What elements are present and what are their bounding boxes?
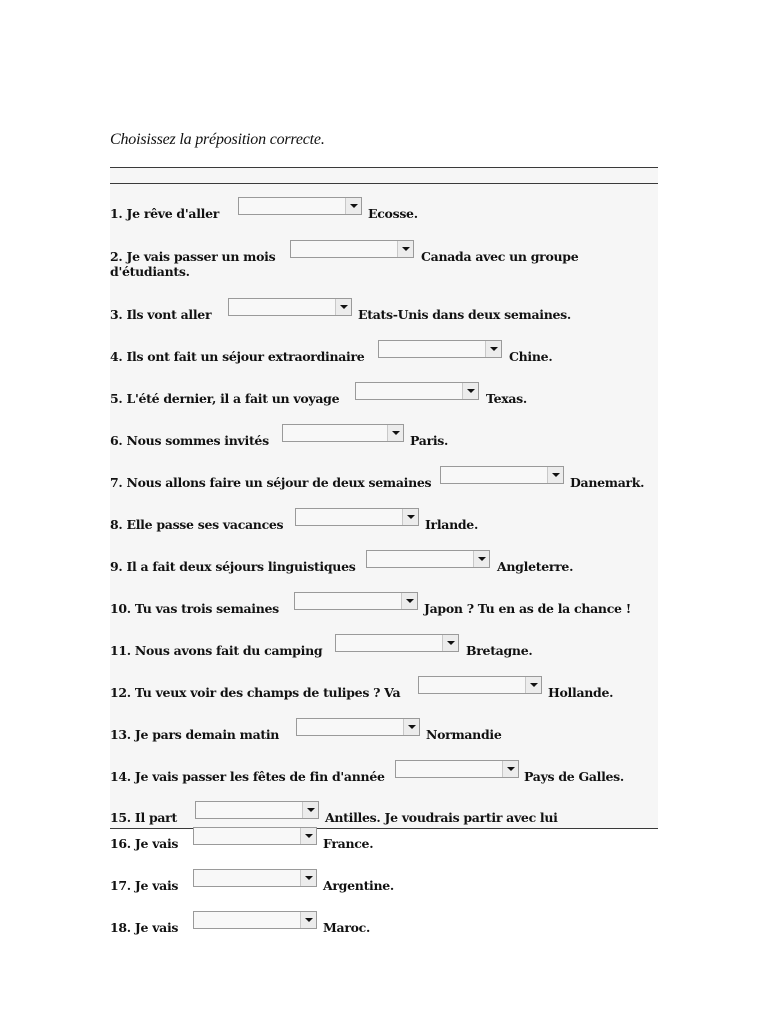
preposition-select[interactable]	[193, 869, 317, 887]
question-continuation: Maroc.	[323, 920, 371, 935]
question-label: 8. Elle passe ses vacances	[110, 517, 284, 532]
question-label: 16. Je vais	[110, 836, 179, 851]
question-continuation: Normandie	[426, 727, 502, 742]
question-label: 4. Ils ont fait un séjour extraordinaire	[110, 349, 365, 364]
preposition-select[interactable]	[195, 801, 319, 819]
preposition-select[interactable]	[294, 592, 418, 610]
question-label: 7. Nous allons faire un séjour de deux semaines	[110, 475, 432, 490]
question-continuation: Ecosse.	[368, 206, 418, 221]
preposition-select[interactable]	[296, 718, 420, 736]
question-continuation: Canada avec un groupe	[421, 249, 579, 264]
chevron-down-icon[interactable]	[302, 802, 318, 818]
chevron-down-icon[interactable]	[402, 509, 418, 525]
preposition-select[interactable]	[366, 550, 490, 568]
question-label: 6. Nous sommes invités	[110, 433, 269, 448]
chevron-down-icon[interactable]	[442, 635, 458, 651]
preposition-select[interactable]	[295, 508, 419, 526]
chevron-down-icon[interactable]	[345, 198, 361, 214]
question-continuation: Angleterre.	[497, 559, 574, 574]
chevron-down-icon[interactable]	[300, 870, 316, 886]
question-label: 17. Je vais	[110, 878, 179, 893]
preposition-select[interactable]	[378, 340, 502, 358]
preposition-select[interactable]	[355, 382, 479, 400]
chevron-down-icon[interactable]	[485, 341, 501, 357]
preposition-select[interactable]	[395, 760, 519, 778]
question-label: 15. Il part	[110, 810, 177, 825]
question-continuation: Japon ? Tu en as de la chance !	[424, 601, 631, 616]
chevron-down-icon[interactable]	[300, 828, 316, 844]
question-label: 18. Je vais	[110, 920, 179, 935]
preposition-select[interactable]	[228, 298, 352, 316]
question-continuation: Pays de Galles.	[524, 769, 624, 784]
question-label: 9. Il a fait deux séjours linguistiques	[110, 559, 356, 574]
question-continuation: Bretagne.	[466, 643, 533, 658]
question-continuation: Chine.	[509, 349, 553, 364]
preposition-select[interactable]	[335, 634, 459, 652]
chevron-down-icon[interactable]	[547, 467, 563, 483]
exercise-title: Choisissez la préposition correcte.	[110, 131, 325, 148]
chevron-down-icon[interactable]	[525, 677, 541, 693]
preposition-select[interactable]	[290, 240, 414, 258]
question-continuation: Paris.	[410, 433, 449, 448]
chevron-down-icon[interactable]	[403, 719, 419, 735]
chevron-down-icon[interactable]	[462, 383, 478, 399]
question-label: 12. Tu veux voir des champs de tulipes ? Va	[110, 685, 401, 700]
preposition-select[interactable]	[418, 676, 542, 694]
preposition-select[interactable]	[440, 466, 564, 484]
question-continuation: Antilles. Je voudrais partir avec lui	[325, 810, 558, 825]
chevron-down-icon[interactable]	[401, 593, 417, 609]
question-continuation-line2: d'étudiants.	[110, 264, 190, 279]
question-continuation: Irlande.	[425, 517, 479, 532]
question-label: 14. Je vais passer les fêtes de fin d'année	[110, 769, 385, 784]
chevron-down-icon[interactable]	[397, 241, 413, 257]
question-continuation: Hollande.	[548, 685, 614, 700]
chevron-down-icon[interactable]	[300, 912, 316, 928]
chevron-down-icon[interactable]	[473, 551, 489, 567]
chevron-down-icon[interactable]	[335, 299, 351, 315]
panel-divider	[110, 183, 658, 184]
preposition-select[interactable]	[193, 827, 317, 845]
question-label: 10. Tu vas trois semaines	[110, 601, 279, 616]
question-continuation: Texas.	[486, 391, 527, 406]
question-continuation: Danemark.	[570, 475, 645, 490]
question-label: 2. Je vais passer un mois	[110, 249, 276, 264]
question-label: 11. Nous avons fait du camping	[110, 643, 323, 658]
question-label: 13. Je pars demain matin	[110, 727, 280, 742]
question-continuation: France.	[323, 836, 374, 851]
chevron-down-icon[interactable]	[387, 425, 403, 441]
question-continuation: Argentine.	[323, 878, 394, 893]
preposition-select[interactable]	[193, 911, 317, 929]
question-continuation: Etats-Unis dans deux semaines.	[358, 307, 571, 322]
question-label: 1. Je rêve d'aller	[110, 206, 220, 221]
question-label: 3. Ils vont aller	[110, 307, 212, 322]
chevron-down-icon[interactable]	[502, 761, 518, 777]
question-label: 5. L'été dernier, il a fait un voyage	[110, 391, 340, 406]
preposition-select[interactable]	[238, 197, 362, 215]
preposition-select[interactable]	[282, 424, 404, 442]
